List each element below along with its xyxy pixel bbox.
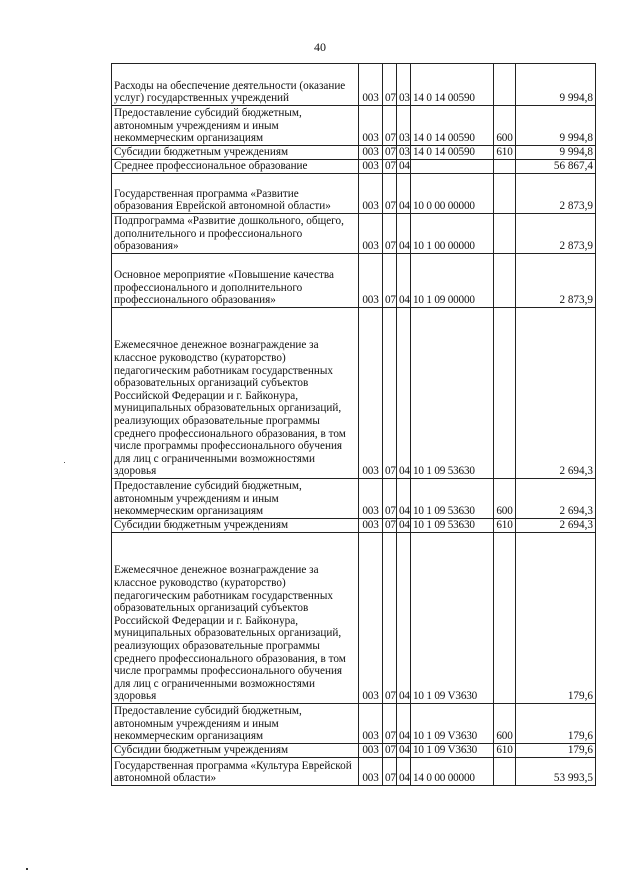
cell-vr [494, 758, 516, 786]
cell-ved: 003 [359, 758, 383, 786]
table-row [112, 758, 596, 786]
cell-csr: 10 1 09 V3630 [411, 744, 494, 758]
cell-rz: 07 [383, 64, 397, 106]
row-name: Ежемесячное денежное вознаграждение за классное руководство (кураторство) педагогическим работникам государственных образовательных организаций субъектов Российской Федерации и г. Байконура, муниципальных образовательных организаций, реализующих образовательные программы среднего профессионального образования, в том числе программы профессионального обучения для лиц с ограниченными возможностями здоровья [112, 308, 359, 479]
cell-rz: 07 [383, 308, 397, 479]
cell-rz: 07 [383, 146, 397, 160]
cell-rz: 07 [383, 160, 397, 174]
row-name: Ежемесячное денежное вознаграждение за классное руководство (кураторство) педагогическим работникам государственных образовательных организаций субъектов Российской Федерации и г. Байконура, муниципальных образовательных организаций, реализующих образовательные программы среднего профессионального образования, в том числе программы профессионального обучения для лиц с ограниченными возможностями здоровья [112, 533, 359, 704]
cell-csr: 14 0 14 00590 [411, 106, 494, 146]
cell-rz: 07 [383, 174, 397, 214]
cell-sum: 9 994,8 [516, 146, 596, 160]
cell-ved: 003 [359, 479, 383, 519]
row-name: Подпрограмма «Развитие дошкольного, общего, дополнительного и профессионального образования» [112, 214, 359, 254]
table-row [112, 174, 596, 214]
scan-speck [26, 868, 28, 870]
cell-sum: 2 873,9 [516, 214, 596, 254]
table-row [112, 106, 596, 146]
cell-csr: 10 1 09 V3630 [411, 533, 494, 704]
cell-vr [494, 64, 516, 106]
row-name: Государственная программа «Развитие образования Еврейской автономной области» [112, 174, 359, 214]
cell-rz: 07 [383, 758, 397, 786]
cell-pr: 04 [397, 214, 411, 254]
table-row [112, 479, 596, 519]
table-row [112, 519, 596, 533]
cell-vr [494, 160, 516, 174]
cell-vr [494, 533, 516, 704]
cell-vr [494, 174, 516, 214]
cell-vr: 610 [494, 744, 516, 758]
cell-csr: 10 1 09 53630 [411, 308, 494, 479]
cell-pr: 04 [397, 254, 411, 308]
cell-pr: 04 [397, 704, 411, 744]
cell-sum: 53 993,5 [516, 758, 596, 786]
cell-pr: 04 [397, 479, 411, 519]
cell-pr: 04 [397, 744, 411, 758]
cell-ved: 003 [359, 160, 383, 174]
cell-rz: 07 [383, 704, 397, 744]
budget-table [111, 63, 596, 786]
cell-sum: 9 994,8 [516, 106, 596, 146]
cell-csr: 10 1 09 53630 [411, 519, 494, 533]
row-name: Субсидии бюджетным учреждениям [112, 744, 359, 758]
cell-vr: 600 [494, 106, 516, 146]
cell-sum: 179,6 [516, 704, 596, 744]
cell-csr [411, 160, 494, 174]
cell-sum: 56 867,4 [516, 160, 596, 174]
table-row [112, 64, 596, 106]
row-name: Среднее профессиональное образование [112, 160, 359, 174]
scan-speck [64, 462, 65, 463]
cell-ved: 003 [359, 519, 383, 533]
table-row [112, 533, 596, 704]
cell-ved: 003 [359, 214, 383, 254]
cell-sum: 179,6 [516, 533, 596, 704]
cell-ved: 003 [359, 744, 383, 758]
table-row [112, 744, 596, 758]
cell-sum: 2 873,9 [516, 254, 596, 308]
cell-sum: 9 994,8 [516, 64, 596, 106]
row-name: Предоставление субсидий бюджетным, автономным учреждениям и иным некоммерческим организациям [112, 704, 359, 744]
row-name: Субсидии бюджетным учреждениям [112, 146, 359, 160]
cell-pr: 03 [397, 106, 411, 146]
cell-pr: 04 [397, 758, 411, 786]
cell-sum: 2 873,9 [516, 174, 596, 214]
table-body [112, 64, 596, 786]
cell-pr: 03 [397, 146, 411, 160]
cell-rz: 07 [383, 533, 397, 704]
cell-ved: 003 [359, 704, 383, 744]
cell-rz: 07 [383, 744, 397, 758]
table-row [112, 160, 596, 174]
cell-csr: 14 0 14 00590 [411, 64, 494, 106]
table-row [112, 254, 596, 308]
cell-sum: 2 694,3 [516, 519, 596, 533]
cell-vr [494, 254, 516, 308]
cell-ved: 003 [359, 533, 383, 704]
cell-pr: 03 [397, 64, 411, 106]
cell-vr: 600 [494, 479, 516, 519]
row-name: Предоставление субсидий бюджетным, автономным учреждениям и иным некоммерческим организациям [112, 479, 359, 519]
cell-ved: 003 [359, 64, 383, 106]
cell-csr: 14 0 14 00590 [411, 146, 494, 160]
cell-pr: 04 [397, 308, 411, 479]
row-name: Расходы на обеспечение деятельности (оказание услуг) государственных учреждений [112, 64, 359, 106]
cell-pr: 04 [397, 174, 411, 214]
cell-pr: 04 [397, 160, 411, 174]
cell-vr: 610 [494, 519, 516, 533]
cell-pr: 04 [397, 519, 411, 533]
cell-ved: 003 [359, 106, 383, 146]
table-row [112, 308, 596, 479]
cell-vr [494, 308, 516, 479]
cell-rz: 07 [383, 519, 397, 533]
cell-ved: 003 [359, 254, 383, 308]
cell-vr: 600 [494, 704, 516, 744]
cell-csr: 10 1 09 V3630 [411, 704, 494, 744]
table-row [112, 146, 596, 160]
cell-csr: 10 1 00 00000 [411, 214, 494, 254]
row-name: Субсидии бюджетным учреждениям [112, 519, 359, 533]
table-row [112, 704, 596, 744]
cell-vr: 610 [494, 146, 516, 160]
cell-csr: 10 1 09 00000 [411, 254, 494, 308]
cell-csr: 14 0 00 00000 [411, 758, 494, 786]
cell-rz: 07 [383, 106, 397, 146]
cell-rz: 07 [383, 214, 397, 254]
cell-csr: 10 0 00 00000 [411, 174, 494, 214]
cell-sum: 179,6 [516, 744, 596, 758]
cell-rz: 07 [383, 254, 397, 308]
page-number: 40 [314, 40, 326, 54]
row-name: Государственная программа «Культура Еврейской автономной области» [112, 758, 359, 786]
cell-sum: 2 694,3 [516, 308, 596, 479]
cell-pr: 04 [397, 533, 411, 704]
cell-rz: 07 [383, 479, 397, 519]
table-row [112, 214, 596, 254]
cell-csr: 10 1 09 53630 [411, 479, 494, 519]
cell-ved: 003 [359, 146, 383, 160]
row-name: Предоставление субсидий бюджетным, автономным учреждениям и иным некоммерческим организациям [112, 106, 359, 146]
cell-ved: 003 [359, 174, 383, 214]
cell-sum: 2 694,3 [516, 479, 596, 519]
cell-ved: 003 [359, 308, 383, 479]
row-name: Основное мероприятие «Повышение качества профессионального и дополнительного профессионального образования» [112, 254, 359, 308]
cell-vr [494, 214, 516, 254]
